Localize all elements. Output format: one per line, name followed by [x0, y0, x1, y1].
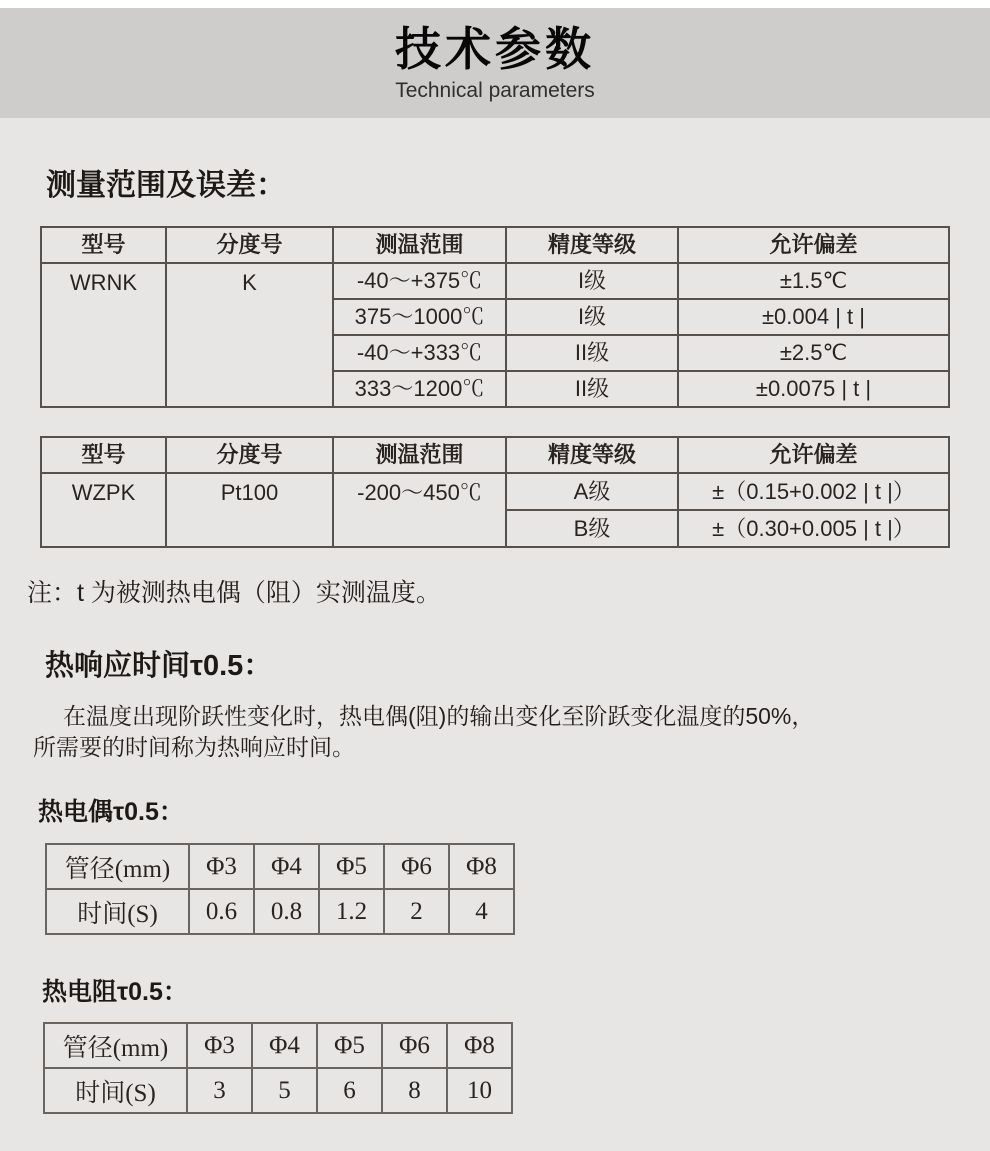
- diameter-cell: Φ4: [252, 1023, 317, 1068]
- graduation-cell: Pt100: [166, 473, 333, 547]
- time-cell: 6: [317, 1068, 382, 1113]
- grade-cell: II级: [506, 371, 678, 407]
- rtd-response-table: [43, 1022, 513, 1114]
- grade-cell: II级: [506, 335, 678, 371]
- deviation-cell: ±0.004 | t |: [678, 299, 949, 335]
- description-line: 所需要的时间称为热响应时间。: [33, 734, 355, 760]
- subsection-heading-rtd: 热电阻τ0.5：: [42, 978, 188, 1006]
- diameter-cell: Φ3: [187, 1023, 252, 1068]
- graduation-cell: K: [166, 263, 333, 407]
- deviation-cell: ±2.5℃: [678, 335, 949, 371]
- grade-cell: I级: [506, 263, 678, 299]
- time-cell: 4: [449, 889, 514, 934]
- page-header-band: [0, 8, 990, 118]
- thermocouple-response-table: [45, 843, 515, 935]
- page-title: 技术参数: [395, 23, 595, 75]
- range-cell: 333～1200℃: [333, 371, 506, 407]
- subsection-heading-thermocouple: 热电偶τ0.5：: [38, 798, 184, 826]
- deviation-cell: ±（0.30+0.005 | t |）: [678, 510, 949, 547]
- deviation-cell: ±1.5℃: [678, 263, 949, 299]
- header-cell-graduation: 分度号: [166, 227, 333, 263]
- table-row-diameter: [46, 844, 514, 889]
- table-header-row: [41, 227, 949, 263]
- range-cell: -40～+375℃: [333, 263, 506, 299]
- grade-cell: B级: [506, 510, 678, 547]
- spec-table-wrnk: [40, 226, 950, 408]
- top-margin-strip: [0, 0, 990, 8]
- header-cell-grade: 精度等级: [506, 227, 678, 263]
- spec-table-wzpk: [40, 436, 950, 548]
- diameter-cell: Φ4: [254, 844, 319, 889]
- diameter-cell: Φ3: [189, 844, 254, 889]
- range-cell: 375～1000℃: [333, 299, 506, 335]
- table-row: [41, 473, 949, 510]
- section-heading-thermal-response: 热响应时间τ0.5：: [45, 650, 273, 682]
- grade-cell: I级: [506, 299, 678, 335]
- header-cell-model: 型号: [41, 227, 166, 263]
- diameter-label-cell: 管径(mm): [46, 844, 189, 889]
- page-subtitle: Technical parameters: [395, 79, 595, 102]
- grade-cell: A级: [506, 473, 678, 510]
- header-cell-deviation: 允许偏差: [678, 437, 949, 473]
- description-line: 在温度出现阶跃性变化时，热电偶(阻)的输出变化至阶跃变化温度的50%，: [63, 703, 815, 729]
- diameter-label-cell: 管径(mm): [44, 1023, 187, 1068]
- time-cell: 2: [384, 889, 449, 934]
- time-cell: 8: [382, 1068, 447, 1113]
- table-row-time: [46, 889, 514, 934]
- time-cell: 0.6: [189, 889, 254, 934]
- table-row-time: [44, 1068, 512, 1113]
- table-row: [41, 263, 949, 299]
- diameter-cell: Φ6: [384, 844, 449, 889]
- header-cell-grade: 精度等级: [506, 437, 678, 473]
- section-heading-measurement-range: 测量范围及误差：: [46, 169, 286, 202]
- time-label-cell: 时间(S): [46, 889, 189, 934]
- range-cell: -40～+333℃: [333, 335, 506, 371]
- deviation-cell: ±（0.15+0.002 | t |）: [678, 473, 949, 510]
- range-cell: -200～450℃: [333, 473, 506, 547]
- model-cell: WZPK: [41, 473, 166, 547]
- deviation-cell: ±0.0075 | t |: [678, 371, 949, 407]
- time-label-cell: 时间(S): [44, 1068, 187, 1113]
- table-row-diameter: [44, 1023, 512, 1068]
- header-cell-range: 测温范围: [333, 437, 506, 473]
- time-cell: 5: [252, 1068, 317, 1113]
- diameter-cell: Φ8: [449, 844, 514, 889]
- thermal-response-description: [33, 701, 963, 763]
- time-cell: 1.2: [319, 889, 384, 934]
- diameter-cell: Φ6: [382, 1023, 447, 1068]
- time-cell: 10: [447, 1068, 512, 1113]
- time-cell: 3: [187, 1068, 252, 1113]
- header-cell-model: 型号: [41, 437, 166, 473]
- table-header-row: [41, 437, 949, 473]
- model-cell: WRNK: [41, 263, 166, 407]
- time-cell: 0.8: [254, 889, 319, 934]
- diameter-cell: Φ5: [319, 844, 384, 889]
- header-cell-deviation: 允许偏差: [678, 227, 949, 263]
- header-cell-range: 测温范围: [333, 227, 506, 263]
- footnote-t-definition: 注：t 为被测热电偶（阻）实测温度。: [27, 579, 441, 607]
- header-cell-graduation: 分度号: [166, 437, 333, 473]
- diameter-cell: Φ8: [447, 1023, 512, 1068]
- diameter-cell: Φ5: [317, 1023, 382, 1068]
